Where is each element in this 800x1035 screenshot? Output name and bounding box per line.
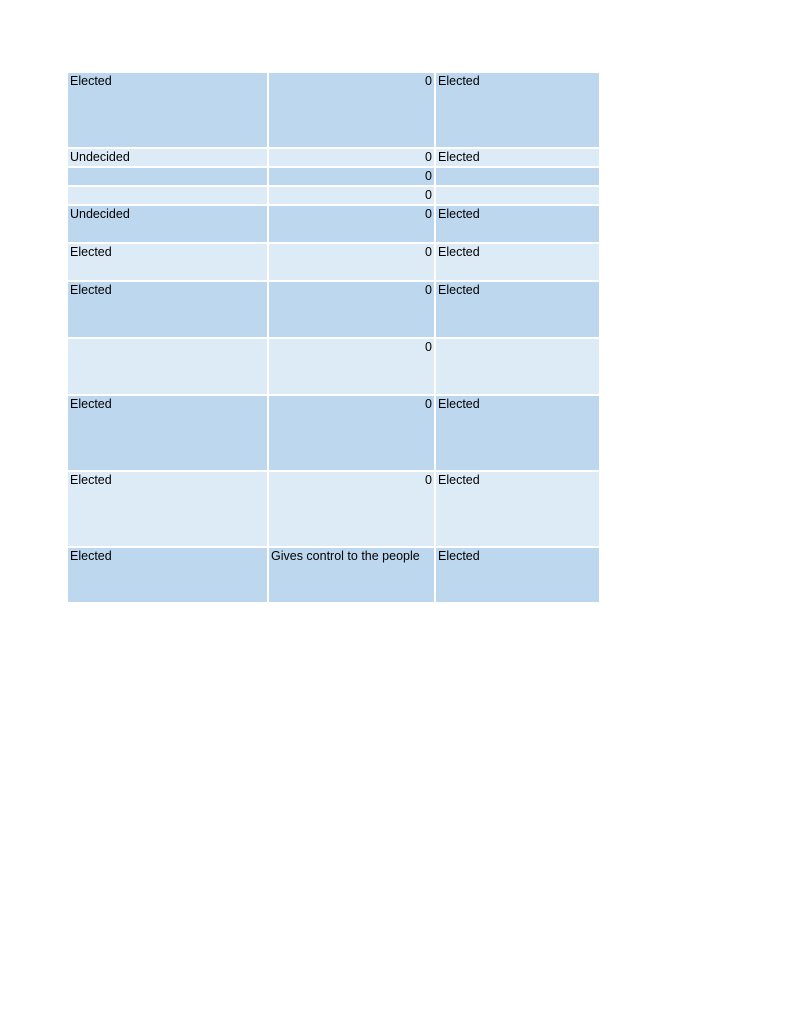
table-row — [67, 471, 600, 547]
cell-status-a[interactable]: Undecided — [67, 148, 268, 167]
cell-value[interactable]: 0 — [268, 148, 435, 167]
cell-value[interactable]: 0 — [268, 186, 435, 205]
table-row — [67, 167, 600, 186]
table-row — [67, 148, 600, 167]
cell-value[interactable]: 0 — [268, 205, 435, 243]
cell-status-c[interactable] — [435, 338, 600, 395]
cell-status-a[interactable]: Elected — [67, 243, 268, 281]
table-row — [67, 243, 600, 281]
cell-value[interactable]: 0 — [268, 471, 435, 547]
cell-value[interactable]: 0 — [268, 72, 435, 148]
cell-status-a[interactable]: Elected — [67, 471, 268, 547]
cell-status-c[interactable]: Elected — [435, 281, 600, 338]
table-row — [67, 186, 600, 205]
table-row — [67, 205, 600, 243]
cell-value[interactable]: 0 — [268, 281, 435, 338]
cell-status-c[interactable]: Elected — [435, 547, 600, 603]
cell-status-a[interactable]: Elected — [67, 72, 268, 148]
spreadsheet-table — [66, 71, 601, 604]
cell-status-a[interactable]: Undecided — [67, 205, 268, 243]
table-row — [67, 338, 600, 395]
cell-status-a[interactable] — [67, 186, 268, 205]
cell-value[interactable]: 0 — [268, 243, 435, 281]
cell-status-c[interactable]: Elected — [435, 72, 600, 148]
cell-status-c[interactable]: Elected — [435, 395, 600, 471]
cell-status-a[interactable]: Elected — [67, 281, 268, 338]
cell-description[interactable]: Gives control to the people — [268, 547, 435, 603]
table-row — [67, 72, 600, 148]
cell-status-c[interactable]: Elected — [435, 243, 600, 281]
table-row — [67, 547, 600, 603]
cell-status-c[interactable] — [435, 186, 600, 205]
cell-status-a[interactable] — [67, 338, 268, 395]
cell-status-c[interactable]: Elected — [435, 148, 600, 167]
table-row — [67, 395, 600, 471]
cell-status-c[interactable] — [435, 167, 600, 186]
cell-status-c[interactable]: Elected — [435, 205, 600, 243]
table-row — [67, 281, 600, 338]
cell-status-a[interactable]: Elected — [67, 395, 268, 471]
cell-value[interactable]: 0 — [268, 167, 435, 186]
cell-status-a[interactable] — [67, 167, 268, 186]
cell-value[interactable]: 0 — [268, 338, 435, 395]
cell-value[interactable]: 0 — [268, 395, 435, 471]
cell-status-a[interactable]: Elected — [67, 547, 268, 603]
cell-status-c[interactable]: Elected — [435, 471, 600, 547]
